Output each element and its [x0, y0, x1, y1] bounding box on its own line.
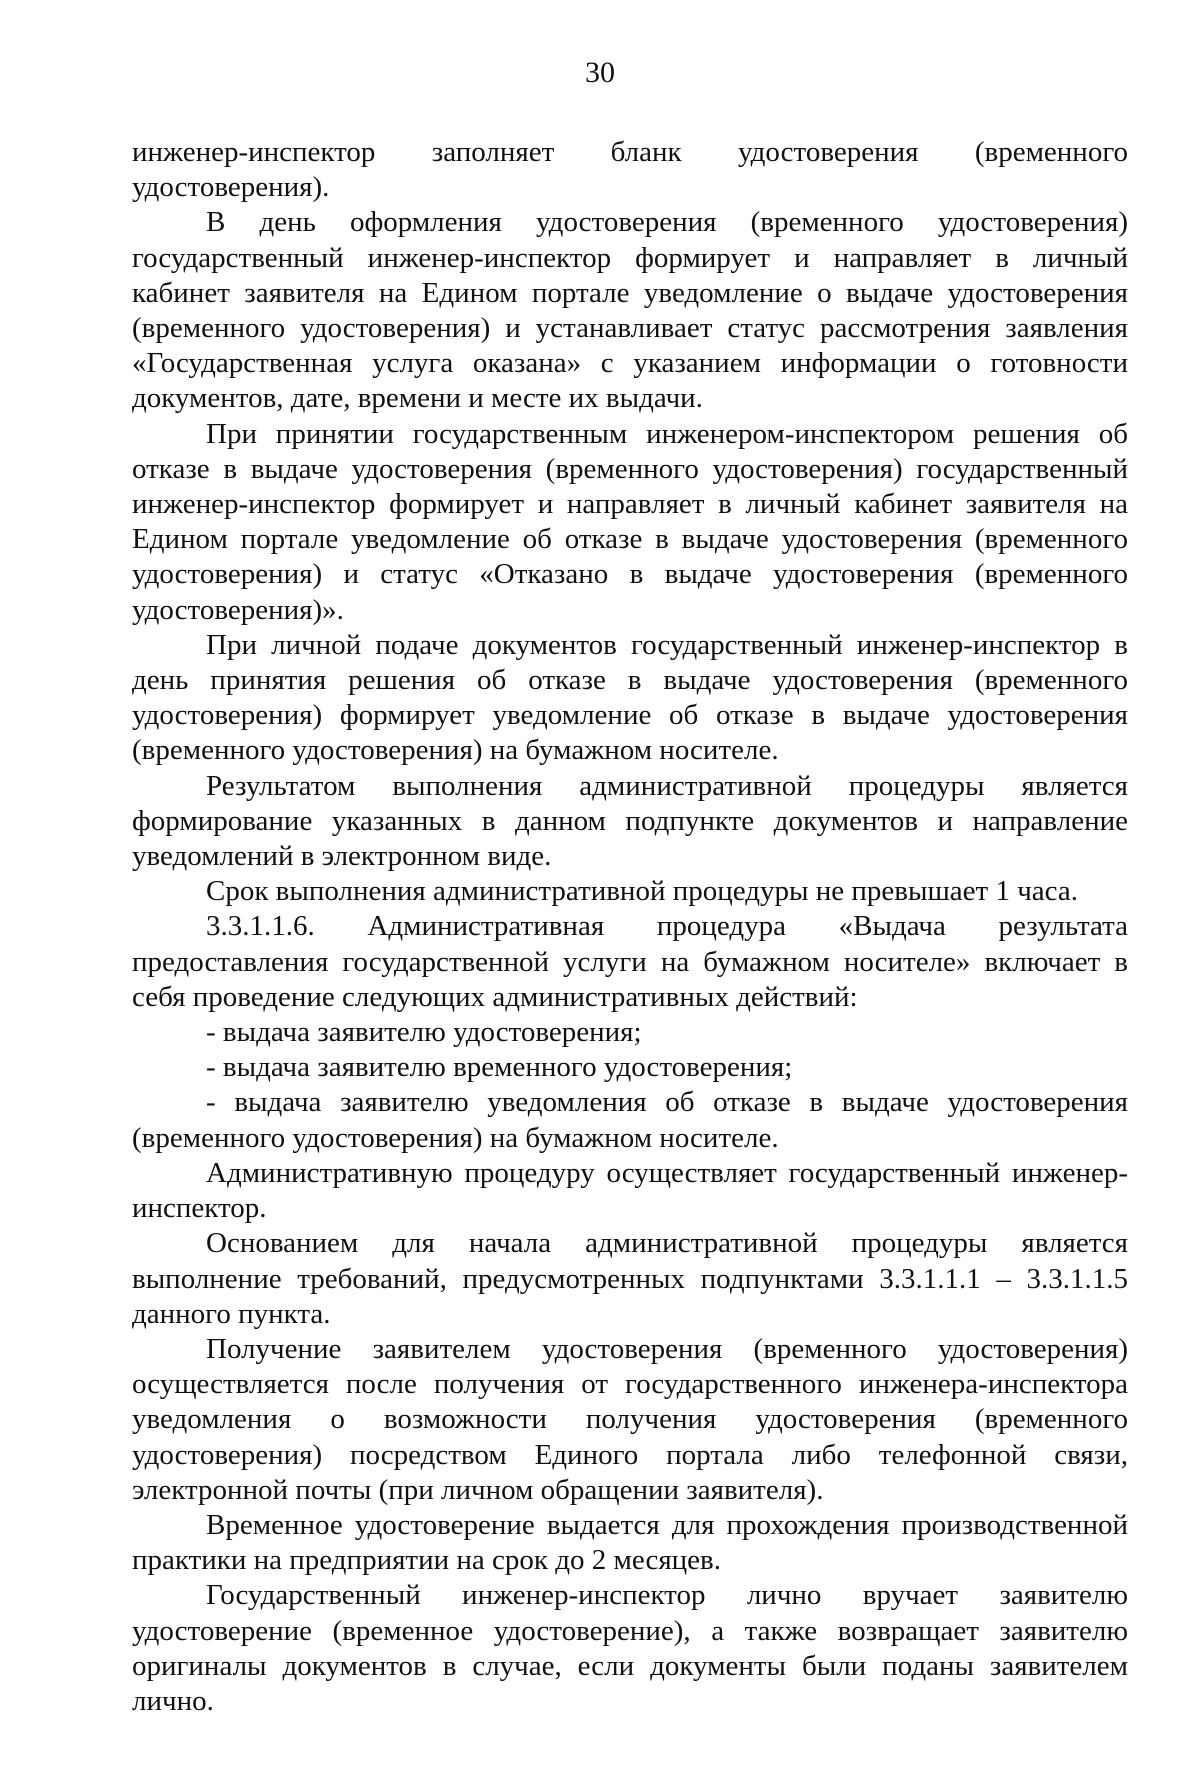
- paragraph: При принятии государственным инженером-инспектором решения об отказе в выдаче удостоверения (временного удостоверения) государственный инженер-инспектор формирует и направляет в личный кабинет заявителя на Едином портале уведомление об отказе в выдаче удостоверения (временного удостоверения) и статус «Отказано в выдаче удостоверения (временного удостоверения)».: [132, 417, 1128, 626]
- paragraph: При личной подаче документов государственный инженер-инспектор в день принятия решения об отказе в выдаче удостоверения (временного удостоверения) формирует уведомление об отказе в выдаче удостоверения (временного удостоверения) на бумажном носителе.: [132, 628, 1128, 767]
- paragraph-section-heading: 3.3.1.1.6. Административная процедура «Выдача результата предоставления государственной услуги на бумажном носителе» включает в себя проведение следующих административных действий:: [132, 910, 1128, 1013]
- paragraph: В день оформления удостоверения (временного удостоверения) государственный инженер-инспектор формирует и направляет в личный кабинет заявителя на Едином портале уведомление о выдаче удостоверения (временного удостоверения) и устанавливает статус рассмотрения заявления «Государственная услуга оказана» с указанием информации о готовности документов, дате, времени и месте их выдачи.: [132, 206, 1128, 415]
- paragraph: Получение заявителем удостоверения (временного удостоверения) осуществляется после получения от государственного инженера-инспектора уведомления о возможности получения удостоверения (временного удостоверения) посредством Единого портала либо телефонной связи, электронной почты (при личном обращении заявителя).: [132, 1332, 1128, 1506]
- paragraph: Административную процедуру осуществляет государственный инженер-инспектор.: [132, 1156, 1128, 1225]
- page-number: 30: [585, 56, 615, 89]
- document-body: [132, 135, 1128, 1719]
- paragraph: Основанием для начала административной процедуры является выполнение требований, предусмотренных подпунктами 3.3.1.1.1 – 3.3.1.1.5 данного пункта.: [132, 1227, 1128, 1330]
- paragraph: Результатом выполнения административной процедуры является формирование указанных в данном подпункте документов и направление уведомлений в электронном виде.: [132, 769, 1128, 873]
- list-item: - выдача заявителю уведомления об отказе в выдаче удостоверения (временного удостоверения) на бумажном носителе.: [132, 1086, 1128, 1154]
- paragraph-continuation: инженер-инспектор заполняет бланк удостоверения (временного удостоверения).: [132, 136, 1128, 204]
- list-item: - выдача заявителю удостоверения;: [206, 1016, 642, 1049]
- paragraph: Срок выполнения административной процедуры не превышает 1 часа.: [206, 875, 1078, 908]
- list-item: - выдача заявителю временного удостоверения;: [206, 1051, 793, 1084]
- paragraph: Временное удостоверение выдается для прохождения производственной практики на предприятии на срок до 2 месяцев.: [132, 1508, 1128, 1577]
- paragraph: Государственный инженер-инспектор лично вручает заявителю удостоверение (временное удостоверение), а также возвращает заявителю оригиналы документов в случае, если документы были поданы заявителем лично.: [132, 1579, 1128, 1717]
